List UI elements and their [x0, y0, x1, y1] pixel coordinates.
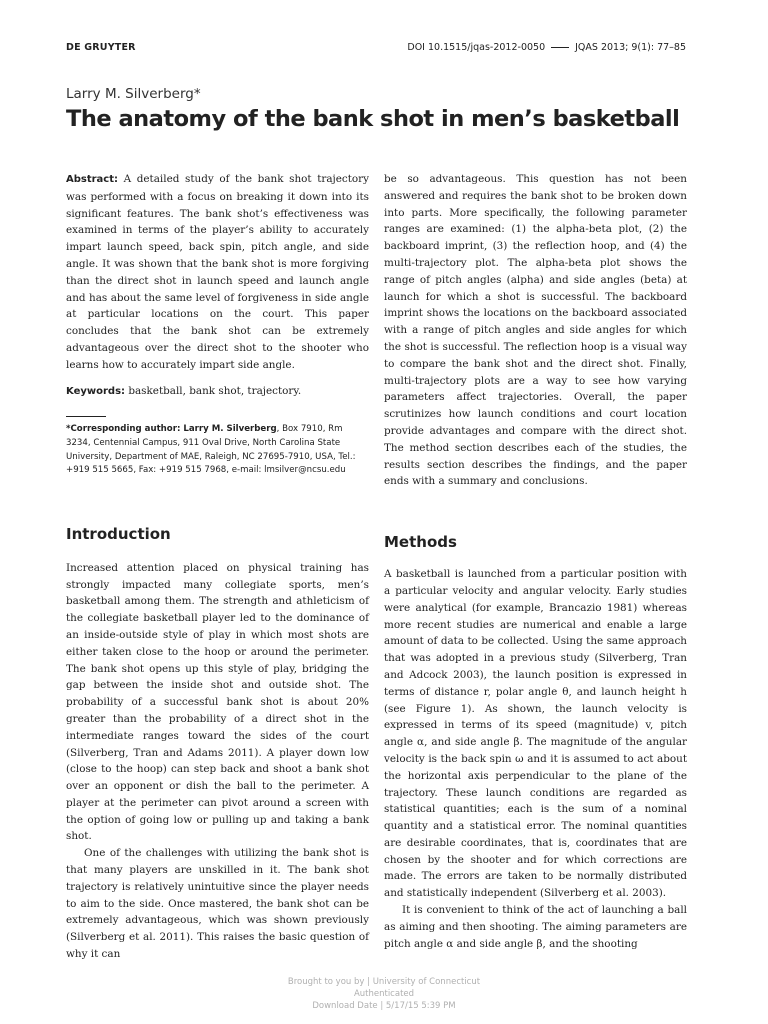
author-name: Larry M. Silverberg*	[66, 86, 201, 102]
footnote-divider	[66, 416, 106, 417]
corresponding-author-footnote	[66, 423, 369, 477]
right-column	[384, 171, 687, 952]
abstract-text: A detailed study of the bank shot trajectory was performed with a focus on breaking it down into its significant features. The bank shot’s effectiveness was examined in terms of the player’s ability to accurately impart launch speed, back spin, pitch angle, and side angle. It was shown that the bank shot is more forgiving than the direct shot in launch speed and launch angle and has about the same level of forgiveness in side angle at particular locations on the court. This paper concludes that the bank shot can be extremely advantageous over the direct shot to the shooter who learns how to accurately impart side angle.	[66, 173, 369, 371]
download-watermark	[0, 976, 768, 1012]
left-column	[66, 171, 369, 963]
introduction-heading: Introduction	[66, 524, 171, 543]
keywords-text: basketball, bank shot, trajectory.	[125, 384, 302, 397]
methods-paragraph-2: It is convenient to think of the act of launching a ball as aiming and then shooting. The aiming parameters are pitch angle α and side angle β, and the shooting	[384, 904, 687, 950]
introduction-paragraph-2: One of the challenges with utilizing the bank shot is that many players are unskilled in it. The bank shot trajectory is relatively unintuitive since the player needs to aim to the side. Once mastered, the bank shot can be extremely advantageous, which was shown previously (Silverberg et al. 2011). This raises the basic question of why it can	[66, 847, 369, 961]
journal-citation: JQAS 2013; 9(1): 77–85	[575, 42, 686, 53]
methods-paragraph-1: A basketball is launched from a particular position with a particular velocity and angular velocity. Early studies were analytical (for example, Brancazio 1981) whereas more recent studies are numerical and enable a large amount of data to be collected. Using the same approach that was adopted in a previous study (Silverberg, Tran and Adcock 2003), the launch position is expressed in terms of distance r, polar angle θ, and launch height h (see Figure 1). As shown, the launch velocity is expressed in terms of its speed (magnitude) v, pitch angle α, and side angle β. The magnitude of the angular velocity is the back spin ω and it is assumed to act about the horizontal axis perpendicular to the plane of the trajectory. These launch conditions are regarded as statistical quantities; each is the sum of a nominal quantity and a statistical error. The nominal quantities are desirable coordinates, that is, coordinates that are chosen by the shooter and for which corrections are made. The errors are taken to be normally distributed and statistically independent (Silverberg et al. 2003).	[384, 568, 687, 900]
article-title: The anatomy of the bank shot in men’s basketball	[66, 106, 680, 132]
citation-info	[407, 42, 686, 53]
introduction-paragraph-1: Increased attention placed on physical training has strongly impacted many collegiate sports, men’s basketball among them. The strength and athleticism of the collegiate basketball player led to the dominance of an inside-outside style of play in which most shots are either taken close to the hoop or around the perimeter. The bank shot opens up this style of play, bridging the gap between the inside shot and outside shot. The probability of a successful bank shot is about 20% greater than the probability of a direct shot in the intermediate ranges toward the sides of the court (Silverberg, Tran and Adams 2011). A player down low (close to the hoop) can step back and shoot a bank shot over an opponent or dish the ball to the perimeter. A player at the perimeter can pivot around a screen with the option of going low or pulling up and taking a bank shot.	[66, 561, 369, 843]
introduction-paragraph-2-continued: be so advantageous. This question has not been answered and requires the bank shot to be broken down into parts. More specifically, the following parameter ranges are examined: (1) the alpha-beta plot, (2) the backboard imprint, (3) the reflection hoop, and (4) the multi-trajectory plot. The alpha-beta plot shows the range of pitch angles (alpha) and side angles (beta) at launch for which a shot is successful. The backboard imprint shows the locations on the backboard associated with a range of pitch angles and side angles for which the shot is successful. The reflection hoop is a visual way to compare the bank shot and the direct shot. Finally, multi-trajectory plots are a way to see how varying parameters affect trajectories. Overall, the paper scrutinizes how launch conditions and court location provide advantages and compare with the direct shot. The method section describes each of the studies, the results section describes the findings, and the paper ends with a summary and conclusions.	[384, 173, 687, 488]
page-header	[66, 40, 686, 56]
abstract-label: Abstract:	[66, 174, 119, 185]
watermark-line-2: Authenticated	[353, 989, 415, 999]
header-dash-divider	[551, 47, 569, 48]
doi-text: DOI 10.1515/jqas-2012-0050	[407, 42, 546, 53]
keywords-paragraph	[66, 383, 369, 401]
methods-heading: Methods	[384, 533, 457, 552]
watermark-line-1: Brought to you by | University of Connecticut	[287, 977, 481, 987]
publisher-name: DE GRUYTER	[66, 42, 136, 53]
footnote-label: *Corresponding author: Larry M. Silverberg	[66, 424, 277, 435]
abstract-paragraph	[66, 171, 369, 374]
watermark-line-3: Download Date | 5/17/15 5:39 PM	[312, 1001, 456, 1011]
footnote-text: , Box 7910, Rm 3234, Centennial Campus, 911 Oval Drive, North Carolina State University, Department of MAE, Raleigh, NC 27695-7910, USA, Tel.: +919 515 5665, Fax: +919 515 7968, e-mail: lmsilver@ncsu.edu	[66, 424, 356, 476]
keywords-label: Keywords:	[66, 385, 126, 397]
